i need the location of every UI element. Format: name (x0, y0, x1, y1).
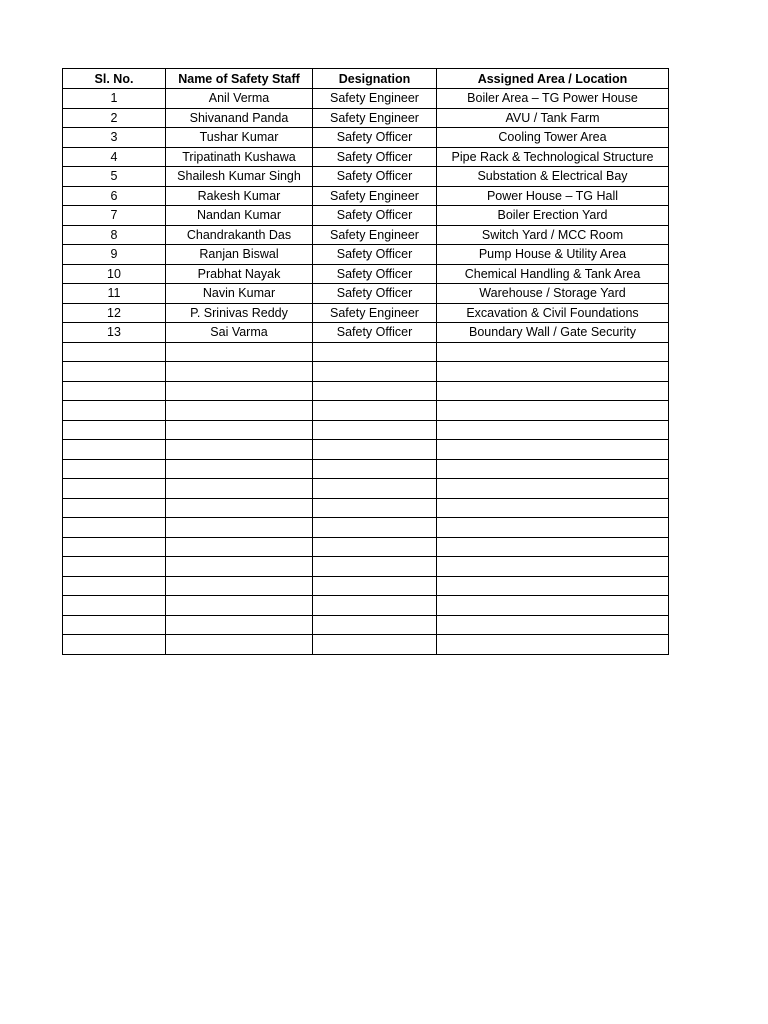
cell-sl-no: 7 (63, 206, 166, 226)
safety-staff-table (62, 68, 669, 655)
table-row (63, 362, 669, 382)
cell-designation: Safety Engineer (313, 303, 437, 323)
table-row (63, 323, 669, 343)
cell-assigned-area: Excavation & Civil Foundations (437, 303, 669, 323)
cell-staff-name (166, 381, 313, 401)
cell-assigned-area: Boiler Area – TG Power House (437, 89, 669, 109)
cell-assigned-area: Chemical Handling & Tank Area (437, 264, 669, 284)
cell-sl-no (63, 557, 166, 577)
cell-staff-name: Navin Kumar (166, 284, 313, 304)
cell-assigned-area: Pipe Rack & Technological Structure (437, 147, 669, 167)
cell-staff-name: Sai Varma (166, 323, 313, 343)
cell-staff-name (166, 635, 313, 655)
table-row (63, 518, 669, 538)
cell-assigned-area (437, 381, 669, 401)
cell-assigned-area: Substation & Electrical Bay (437, 167, 669, 187)
cell-assigned-area (437, 635, 669, 655)
cell-assigned-area: Switch Yard / MCC Room (437, 225, 669, 245)
cell-assigned-area (437, 342, 669, 362)
cell-sl-no (63, 440, 166, 460)
cell-staff-name: Rakesh Kumar (166, 186, 313, 206)
cell-staff-name: Shailesh Kumar Singh (166, 167, 313, 187)
table-row (63, 186, 669, 206)
cell-sl-no (63, 576, 166, 596)
cell-assigned-area: Boundary Wall / Gate Security (437, 323, 669, 343)
header-assigned-area: Assigned Area / Location (437, 69, 669, 89)
cell-staff-name (166, 459, 313, 479)
cell-designation (313, 615, 437, 635)
header-name: Name of Safety Staff (166, 69, 313, 89)
cell-sl-no (63, 381, 166, 401)
cell-designation (313, 420, 437, 440)
cell-staff-name (166, 440, 313, 460)
cell-designation (313, 362, 437, 382)
table-row (63, 479, 669, 499)
table-row (63, 420, 669, 440)
cell-staff-name (166, 498, 313, 518)
table-row (63, 401, 669, 421)
cell-staff-name (166, 401, 313, 421)
cell-staff-name (166, 362, 313, 382)
cell-designation (313, 537, 437, 557)
cell-staff-name (166, 420, 313, 440)
table-row (63, 167, 669, 187)
cell-sl-no (63, 615, 166, 635)
cell-staff-name (166, 518, 313, 538)
cell-sl-no: 9 (63, 245, 166, 265)
cell-assigned-area (437, 459, 669, 479)
cell-assigned-area (437, 420, 669, 440)
cell-assigned-area: Cooling Tower Area (437, 128, 669, 148)
table-row (63, 615, 669, 635)
cell-sl-no: 2 (63, 108, 166, 128)
cell-sl-no (63, 518, 166, 538)
cell-designation (313, 635, 437, 655)
cell-assigned-area (437, 440, 669, 460)
cell-assigned-area (437, 537, 669, 557)
cell-designation: Safety Officer (313, 245, 437, 265)
cell-designation: Safety Officer (313, 147, 437, 167)
cell-assigned-area: Warehouse / Storage Yard (437, 284, 669, 304)
cell-sl-no (63, 498, 166, 518)
cell-sl-no: 12 (63, 303, 166, 323)
table-row (63, 498, 669, 518)
cell-designation (313, 596, 437, 616)
table-row (63, 108, 669, 128)
cell-staff-name: Shivanand Panda (166, 108, 313, 128)
cell-designation (313, 576, 437, 596)
table-header (63, 69, 669, 89)
cell-designation: Safety Officer (313, 284, 437, 304)
cell-staff-name (166, 537, 313, 557)
cell-sl-no (63, 401, 166, 421)
cell-assigned-area: Pump House & Utility Area (437, 245, 669, 265)
cell-designation: Safety Officer (313, 323, 437, 343)
cell-staff-name (166, 576, 313, 596)
cell-designation: Safety Engineer (313, 186, 437, 206)
cell-assigned-area: AVU / Tank Farm (437, 108, 669, 128)
cell-sl-no (63, 537, 166, 557)
cell-sl-no: 11 (63, 284, 166, 304)
cell-sl-no: 10 (63, 264, 166, 284)
table-row (63, 596, 669, 616)
table-row (63, 440, 669, 460)
cell-staff-name (166, 557, 313, 577)
table-row (63, 225, 669, 245)
cell-sl-no (63, 362, 166, 382)
cell-designation: Safety Officer (313, 206, 437, 226)
cell-designation (313, 381, 437, 401)
cell-staff-name: P. Srinivas Reddy (166, 303, 313, 323)
cell-designation: Safety Officer (313, 264, 437, 284)
cell-assigned-area (437, 518, 669, 538)
cell-sl-no (63, 635, 166, 655)
cell-staff-name: Tripatinath Kushawa (166, 147, 313, 167)
cell-staff-name (166, 479, 313, 499)
cell-assigned-area (437, 362, 669, 382)
cell-sl-no (63, 420, 166, 440)
cell-assigned-area (437, 401, 669, 421)
cell-designation: Safety Engineer (313, 108, 437, 128)
cell-designation (313, 342, 437, 362)
cell-staff-name: Prabhat Nayak (166, 264, 313, 284)
cell-designation (313, 498, 437, 518)
table-row (63, 264, 669, 284)
table-row (63, 89, 669, 109)
table-row (63, 206, 669, 226)
table-row (63, 635, 669, 655)
table-row (63, 537, 669, 557)
cell-assigned-area (437, 557, 669, 577)
cell-sl-no: 8 (63, 225, 166, 245)
table-row (63, 147, 669, 167)
cell-staff-name (166, 342, 313, 362)
table-row (63, 245, 669, 265)
cell-staff-name (166, 615, 313, 635)
cell-assigned-area (437, 596, 669, 616)
cell-designation (313, 401, 437, 421)
cell-designation: Safety Officer (313, 128, 437, 148)
cell-sl-no (63, 479, 166, 499)
cell-assigned-area (437, 615, 669, 635)
header-sl-no: Sl. No. (63, 69, 166, 89)
cell-sl-no (63, 459, 166, 479)
cell-assigned-area (437, 498, 669, 518)
cell-staff-name (166, 596, 313, 616)
cell-designation (313, 518, 437, 538)
table-row (63, 459, 669, 479)
table-row (63, 576, 669, 596)
cell-sl-no: 1 (63, 89, 166, 109)
cell-assigned-area (437, 479, 669, 499)
cell-designation: Safety Engineer (313, 225, 437, 245)
table-row (63, 342, 669, 362)
cell-sl-no (63, 342, 166, 362)
cell-sl-no: 5 (63, 167, 166, 187)
cell-staff-name: Nandan Kumar (166, 206, 313, 226)
cell-designation (313, 459, 437, 479)
table-row (63, 128, 669, 148)
cell-sl-no: 6 (63, 186, 166, 206)
header-designation: Designation (313, 69, 437, 89)
table-row (63, 557, 669, 577)
cell-sl-no: 3 (63, 128, 166, 148)
cell-sl-no: 4 (63, 147, 166, 167)
cell-staff-name: Anil Verma (166, 89, 313, 109)
table-body (63, 89, 669, 655)
cell-assigned-area: Boiler Erection Yard (437, 206, 669, 226)
cell-assigned-area (437, 576, 669, 596)
header-row (63, 69, 669, 89)
cell-designation (313, 440, 437, 460)
table-row (63, 303, 669, 323)
cell-sl-no (63, 596, 166, 616)
cell-staff-name: Ranjan Biswal (166, 245, 313, 265)
table-row (63, 284, 669, 304)
cell-sl-no: 13 (63, 323, 166, 343)
table-row (63, 381, 669, 401)
cell-assigned-area: Power House – TG Hall (437, 186, 669, 206)
cell-designation (313, 557, 437, 577)
cell-designation (313, 479, 437, 499)
cell-designation: Safety Officer (313, 167, 437, 187)
cell-staff-name: Tushar Kumar (166, 128, 313, 148)
cell-designation: Safety Engineer (313, 89, 437, 109)
cell-staff-name: Chandrakanth Das (166, 225, 313, 245)
